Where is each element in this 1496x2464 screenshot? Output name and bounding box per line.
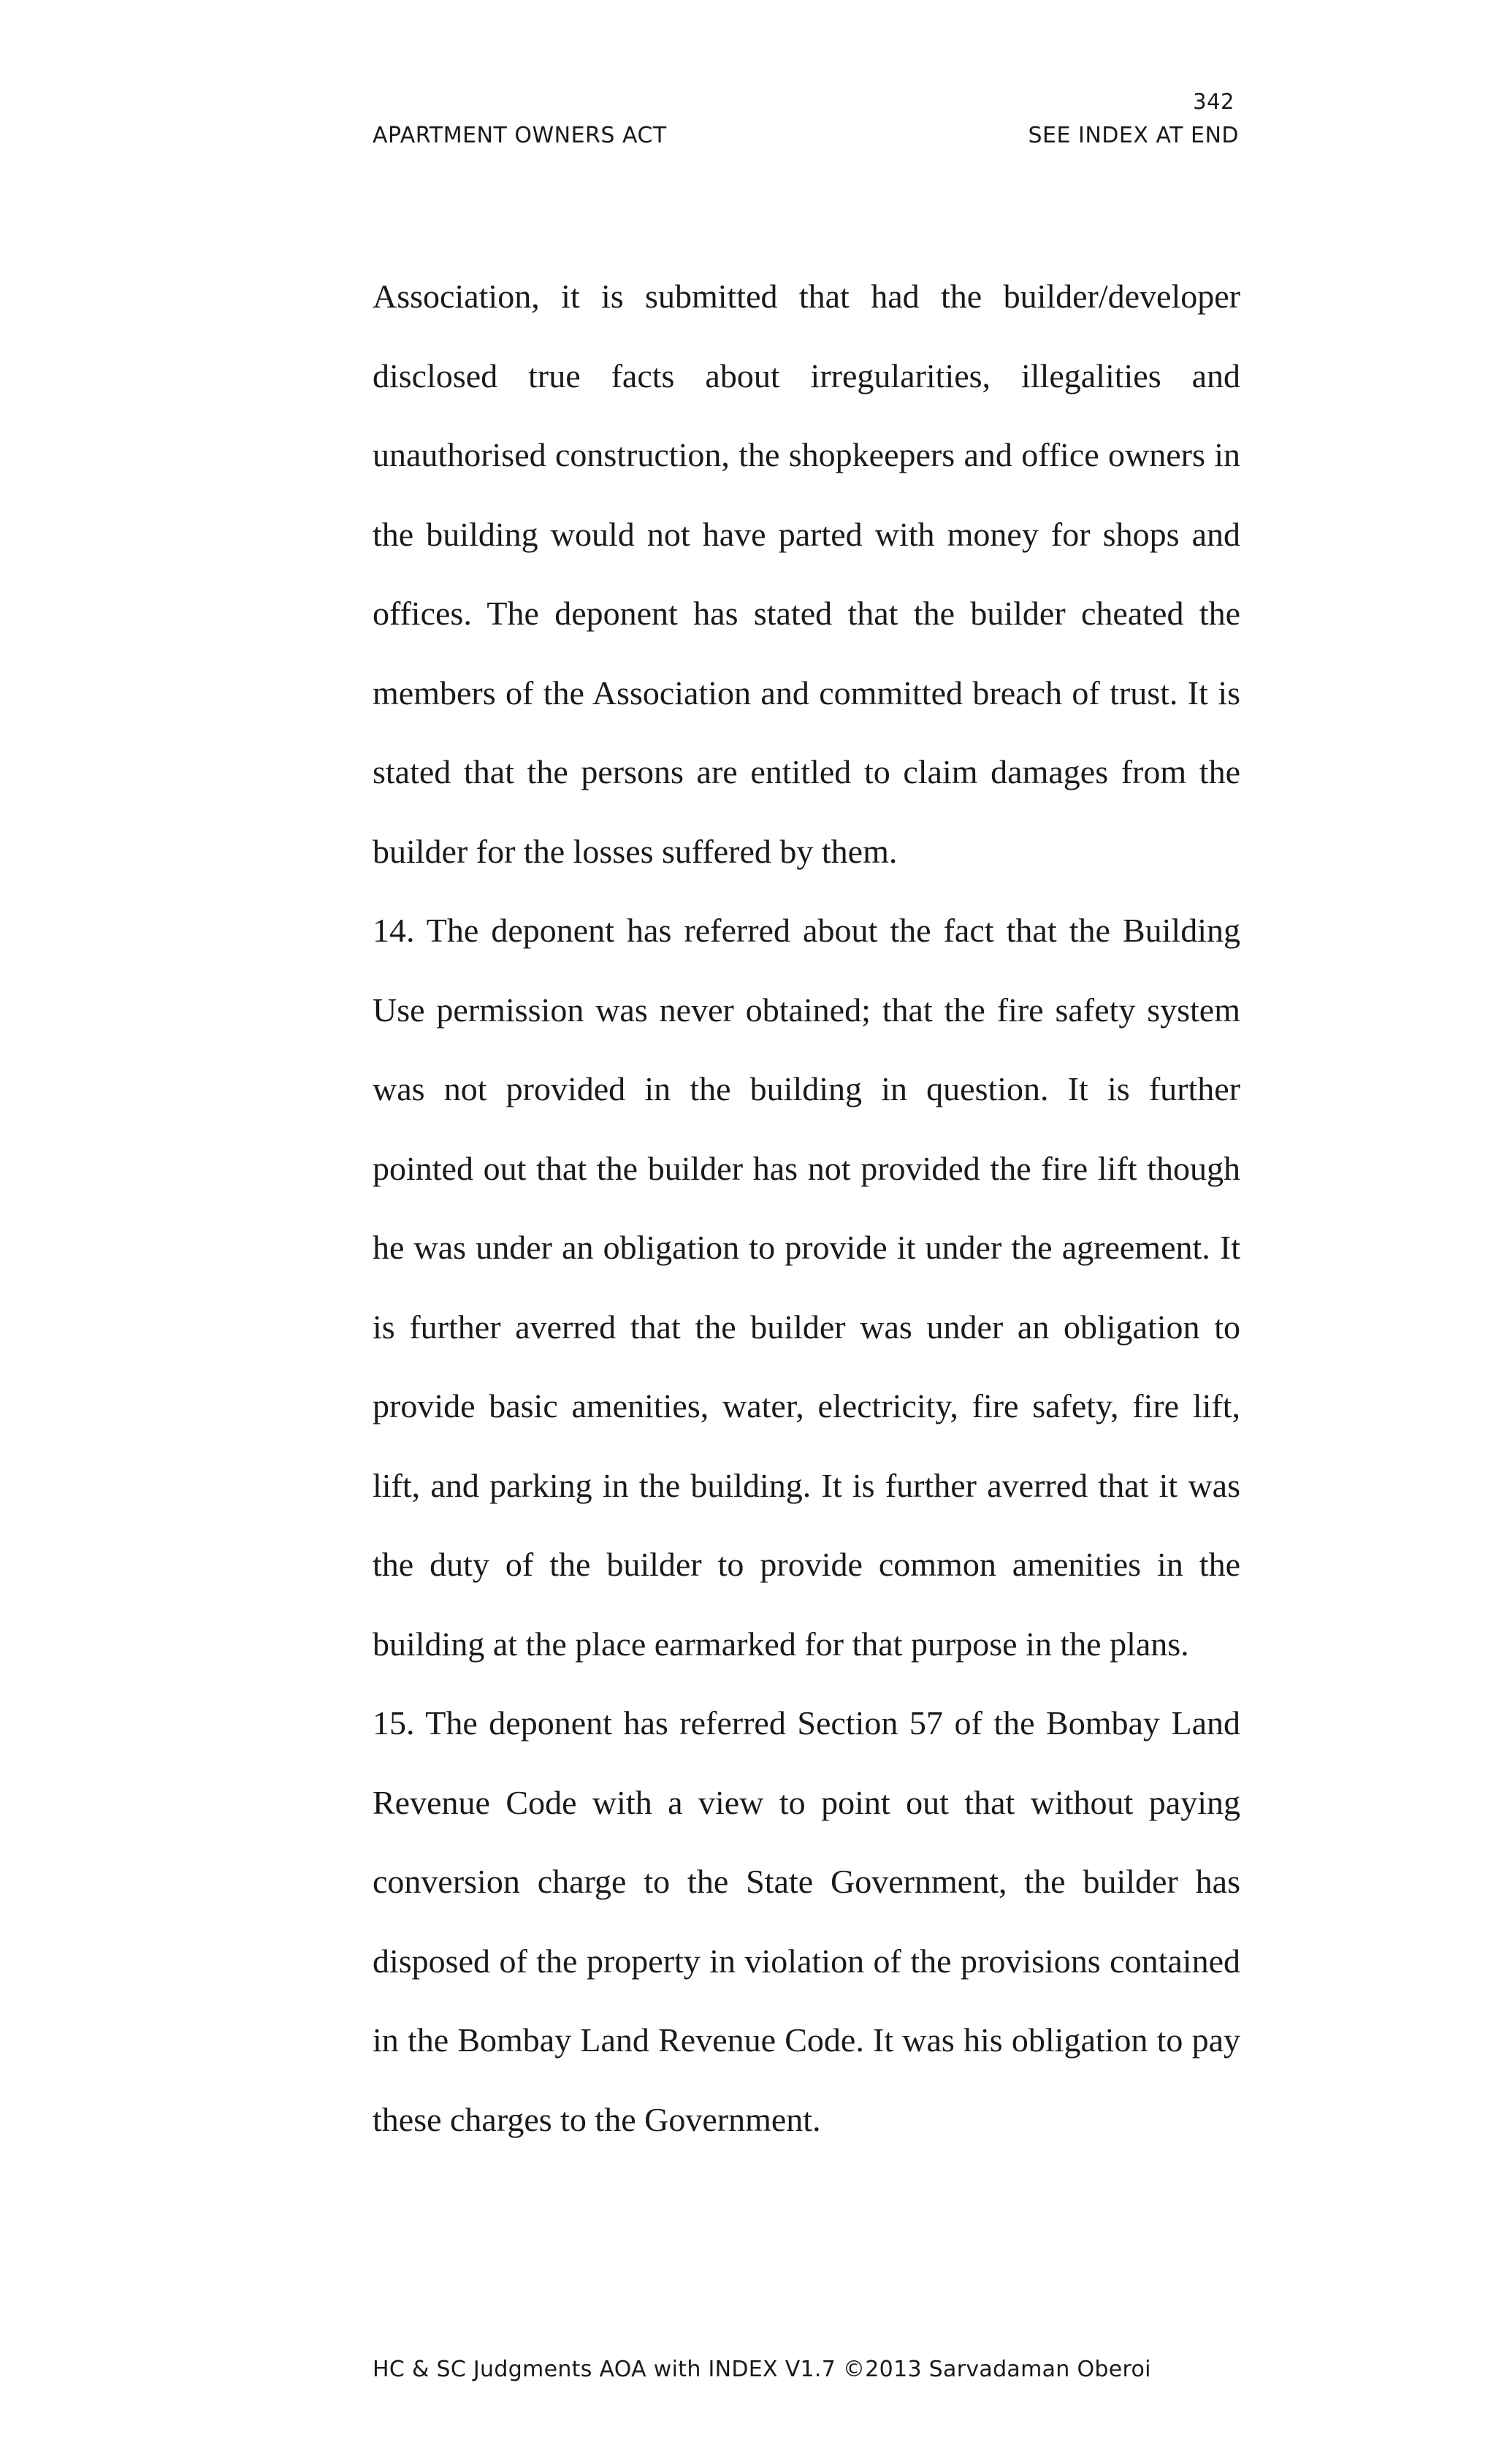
running-header-index-note: SEE INDEX AT END [1028,123,1239,148]
page-number: 342 [1193,89,1234,114]
paragraph-15: 15. The deponent has referred Section 57 of the Bombay Land Revenue Code with a view to point out that without paying conversion charge to the State Government, the builder has disposed of the property in violation of the provisions contained in the Bombay Land Revenue Code. It was his obligation to pay these charges to the Government. [373,1704,1240,2138]
running-header-title: APARTMENT OWNERS ACT [373,123,667,148]
paragraph-14: 14. The deponent has referred about the fact that the Building Use permission was never obtained; that the fire safety system was not provided in the building in question. It is further pointed out that the builder has not provided the fire lift though he was under an obligation to provide it under the agreement. It is further averred that the builder was under an obligation to provide basic amenities, water, electricity, fire safety, fire lift, lift, and parking in the building. It is further averred that it was the duty of the builder to provide common amenities in the building at the place earmarked for that purpose in the plans. [373,912,1240,1663]
page-footer: HC & SC Judgments AOA with INDEX V1.7 ©2013 Sarvadaman Oberoi [373,2357,1151,2382]
document-body [373,257,1240,2159]
paragraph-continuation: Association, it is submitted that had the builder/developer disclosed true facts about irregularities, illegalities and unauthorised construction, the shopkeepers and office owners in the building would not have parted with money for shops and offices. The deponent has stated that the builder cheated the members of the Association and committed breach of trust. It is stated that the persons are entitled to claim damages from the builder for the losses suffered by them. [373,278,1240,870]
